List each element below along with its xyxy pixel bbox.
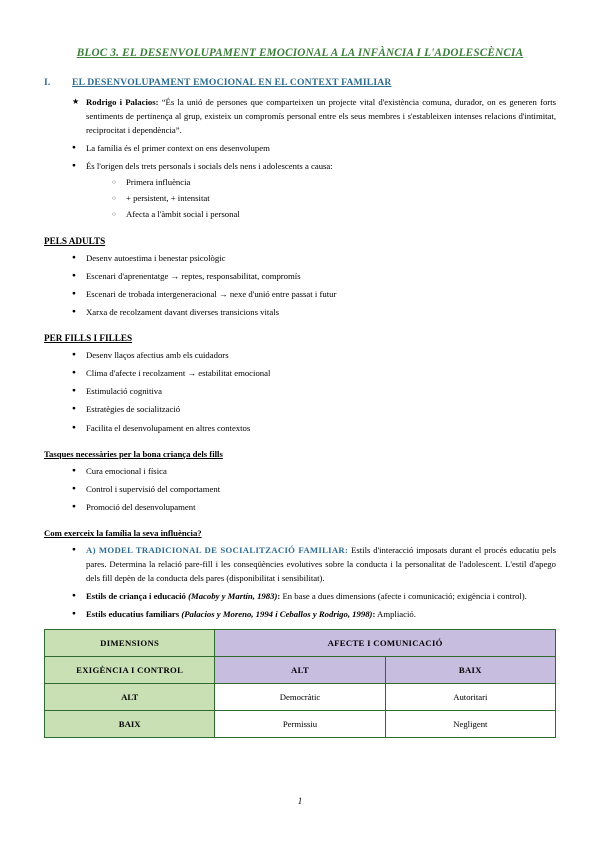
parenting-styles-table: [44, 629, 556, 738]
list-item-label: És l'origen dels trets personals i socials dels nens i adolescents a causa:: [86, 160, 333, 171]
model-paragraph: [72, 543, 556, 585]
list-item: ● Cura emocional i física: [72, 464, 556, 478]
children-list: [44, 348, 556, 434]
list-item: [72, 95, 556, 137]
influence-heading-wrap: [44, 518, 556, 543]
table-cell-negligent: Negligent: [385, 711, 555, 738]
table-row: [45, 684, 556, 711]
crianza-colon: :: [277, 591, 281, 602]
list-item: ○ Afecta a l'àmbit social i personal: [112, 208, 556, 222]
model-text: Estils d'interacció imposats durant el procés educatiu pels pares. Determina la relació pare-fill i les conseqüències evolutives sobre la conducta i la personalitat de l'adolescent. L'estil d'apego dels fill depèn de la conducta dels pares (disponibilitat i sensibilitat).: [86, 544, 556, 584]
influence-list: [44, 543, 556, 621]
table-cell-democratic: Democràtic: [215, 684, 385, 711]
intro-list: [44, 95, 556, 222]
list-item: ● Control i supervisió del comportament: [72, 482, 556, 496]
table-header-baix: BAIX: [385, 657, 555, 684]
table-cell-authoritarian: Autoritari: [385, 684, 555, 711]
crianza-citation: (Macoby y Martín, 1983): [188, 591, 278, 602]
estils-label: Estils educatius familiars: [86, 609, 182, 620]
crianza-label: Estils de criança i educació: [86, 591, 189, 602]
adults-heading-wrap: [44, 226, 556, 251]
list-item: ● Desenv autoestima i benestar psicològic: [72, 251, 556, 265]
list-item: ● Promoció del desenvolupament: [72, 500, 556, 514]
estils-text: Ampliació.: [375, 609, 416, 620]
section-title: EL DESENVOLUPAMENT EMOCIONAL EN EL CONTEXT FAMILIAR: [72, 76, 392, 88]
children-heading: PER FILLS I FILLES: [44, 333, 133, 344]
list-item: ○ + persistent, + intensitat: [112, 192, 556, 206]
list-item: ● Estimulació cognitiva: [72, 384, 556, 398]
page-number: 1: [297, 796, 303, 806]
table-header-alt: ALT: [215, 657, 385, 684]
list-item: [72, 589, 556, 603]
list-item: ● Escenari d'aprenentatge → reptes, responsabilitat, compromís: [72, 269, 556, 283]
author-reference: Rodrigo i Palacios:: [86, 96, 159, 107]
influence-heading: Com exerceix la família la seva influència?: [44, 527, 202, 538]
table-row-label-alt: ALT: [45, 684, 215, 711]
table-header-affect: AFECTE I COMUNICACIÓ: [215, 630, 556, 657]
section-heading: [44, 77, 556, 88]
list-item: [72, 607, 556, 621]
table-header-control: EXIGÈNCIA I CONTROL: [45, 657, 215, 684]
page-title: BLOC 3. EL DESENVOLUPAMENT EMOCIONAL A LA INFÀNCIA I L'ADOLESCÈNCIA: [76, 47, 524, 59]
intro-sublist: [86, 176, 556, 222]
table-row: [45, 711, 556, 738]
tasks-list: [44, 464, 556, 514]
list-item: ● Facilita el desenvolupament en altres contextos: [72, 421, 556, 435]
list-item: ● Desenv llaços afectius amb els cuidadors: [72, 348, 556, 362]
table-row-label-baix: BAIX: [45, 711, 215, 738]
table-row: [45, 657, 556, 684]
adults-list: [44, 251, 556, 319]
table-header-dimensions: DIMENSIONS: [45, 630, 215, 657]
table-row: [45, 630, 556, 657]
list-item: ● Estratègies de socialització: [72, 402, 556, 416]
adults-heading: PELS ADULTS: [44, 235, 106, 246]
list-item: ● Xarxa de recolzament davant diverses transicions vitals: [72, 305, 556, 319]
tasks-heading-wrap: [44, 439, 556, 464]
estils-colon: :: [372, 609, 376, 620]
crianza-text: En base a dues dimensions (afecte i comunicació; exigència i control).: [280, 591, 527, 602]
list-item: ● Escenari de trobada intergeneracional → nexe d'unió entre passat i futur: [72, 287, 556, 301]
children-heading-wrap: [44, 323, 556, 348]
tasks-heading: Tasques necessàries per la bona criança dels fills: [44, 448, 223, 459]
estils-citation: (Palacios y Moreno, 1994 i Ceballos y Rodrigo, 1998): [181, 609, 373, 620]
section-number: I.: [44, 76, 51, 88]
list-item: ● Clima d'afecte i recolzament → estabilitat emocional: [72, 366, 556, 380]
author-quote: “És la unió de persones que comparteixen un projecte vital d'existència comuna, durador, on es generen forts sentiments de pertinença al grup, existeix un compromís personal entre els seus membres i s'estableixen intenses relacions d'intimitat, reciprocitat i dependència”.: [86, 96, 556, 135]
list-item: [72, 159, 556, 222]
list-item: ● La família és el primer context on ens desenvolupem: [72, 141, 556, 155]
table-cell-permissive: Permissiu: [215, 711, 385, 738]
list-item: ○ Primera influència: [112, 176, 556, 190]
model-label: A) MODEL TRADICIONAL DE SOCIALITZACIÓ FAMILIAR:: [86, 544, 349, 555]
